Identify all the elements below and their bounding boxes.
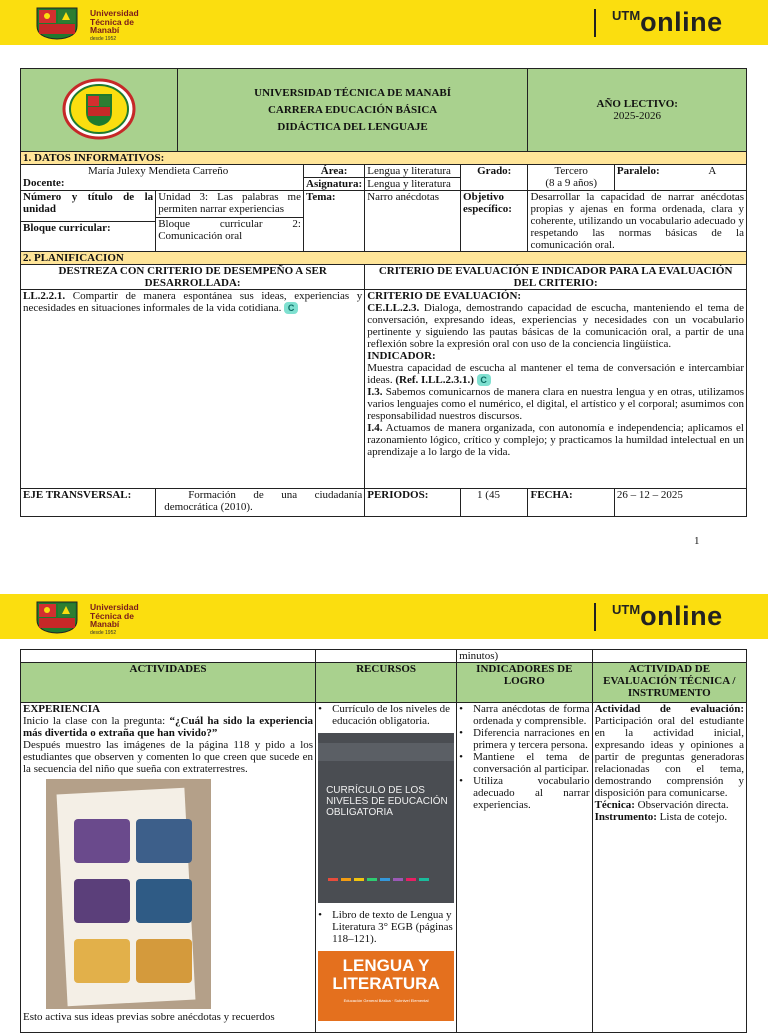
instrumento-value: Lista de cotejo. — [659, 811, 728, 823]
periodos-label: PERIODOS: — [365, 489, 461, 517]
bloque-value: Bloque curricular 2: Comunicación oral — [158, 218, 301, 242]
school-year-value: 2025-2026 — [613, 110, 662, 122]
recursos-cell — [316, 703, 457, 1033]
copy-chip-icon[interactable]: C — [477, 374, 491, 386]
i3-code: I.3. — [367, 386, 383, 399]
criterio-header: CRITERIO DE EVALUACIÓN E INDICADOR PARA LA EVALUACIÓN DEL CRITERIO: — [365, 265, 747, 290]
paralelo-label: Paralelo: — [616, 165, 660, 177]
docente-label: Docente: — [23, 177, 65, 189]
minutos-cell: minutos) — [457, 650, 593, 663]
area-value: Lengua y literatura — [365, 165, 461, 178]
bloque-label: Bloque curricular: — [21, 222, 156, 252]
continued-cell-2 — [316, 650, 457, 663]
grado-label: Grado: — [461, 165, 528, 191]
recursos-header: RECURSOS — [316, 663, 457, 703]
criterio-code: CE.LL.2.3. — [367, 302, 420, 314]
teacher-cell — [21, 165, 304, 191]
unidad-label: Número y título de la unidad — [21, 191, 156, 222]
comic-panel — [136, 879, 192, 923]
criterio-title: CRITERIO DE EVALUACIÓN: — [367, 290, 522, 302]
indicador-item: • Narra anécdotas de forma ordenada y comprensible. — [459, 703, 590, 727]
indicadores-header: INDICADORES DE LOGRO — [457, 663, 593, 703]
instrumento-label: Instrumento: — [594, 811, 657, 823]
paralelo-value: A — [708, 165, 717, 177]
periodos-value: 1 (45 — [461, 489, 528, 517]
actividades-cell — [21, 703, 316, 1033]
evaluacion-cell — [592, 703, 746, 1033]
i4-code: I.4. — [367, 422, 383, 435]
utm-online-logo: $^{UTM}$online — [612, 7, 723, 37]
comic-panel — [74, 879, 130, 923]
tecnica-label: Técnica: — [594, 799, 635, 811]
university-title: UNIVERSIDAD TÉCNICA DE MANABÍ — [254, 86, 452, 99]
indicador-title: INDICADOR: — [367, 350, 436, 362]
objetivo-value: Desarrollar la capacidad de narrar anécdotas propias y ajenas en forma ordenada, clara y coherente, utilizando un vocabulario adecuado y respetando las normas básicas de la comunicación oral. — [528, 191, 747, 252]
indicador-item: • Mantiene el tema de conversación al participar. — [459, 751, 590, 775]
subject-title: DIDÁCTICA DEL LENGUAJE — [277, 120, 428, 133]
criterio-text: Dialoga, demostrando capacidad de escucha, manteniendo el tema de conversación, expresando ideas, experiencias y necesidades con un vocabulario pertinente y siguiendo las pautas básicas de la comunicación oral, a partir de una reflexión sobre la expresión oral con uso de la conciencia lingüística. — [367, 302, 744, 350]
unidad-text: Unidad 3: Las palabras me permiten narrar experiencias — [158, 191, 301, 215]
section-planificacion-title: 2. PLANIFICACION — [21, 252, 747, 265]
bullet-icon: • — [318, 703, 322, 715]
indicadores-cell — [457, 703, 593, 1033]
grado-value-cell — [528, 165, 614, 191]
destreza-code: LL.2.2.1. — [23, 290, 66, 302]
destreza-header: DESTREZA CON CRITERIO DE DESEMPEÑO A SER DESARROLLADA: — [21, 265, 365, 290]
fecha-value: 26 – 12 – 2025 — [614, 489, 746, 517]
unidad-value — [156, 191, 304, 252]
paralelo-cell — [614, 165, 746, 191]
school-year-cell — [528, 69, 747, 152]
career-title: CARRERA EDUCACIÓN BÁSICA — [267, 103, 438, 116]
school-year-label: AÑO LECTIVO: — [596, 98, 678, 110]
actividades-header: ACTIVIDADES — [21, 663, 316, 703]
evaluacion-header: ACTIVIDAD DE EVALUACIÓN TÉCNICA / INSTRUMENTO — [592, 663, 746, 703]
experiencia-intro: Inicio la clase con la pregunta: — [23, 715, 166, 727]
utm-shield-logo-icon — [35, 6, 79, 40]
utm-seal-logo-icon — [62, 78, 136, 140]
grado-age: (8 a 9 años) — [545, 177, 597, 189]
eje-text: Formación de una ciudadanía democrática (2010). — [164, 489, 363, 513]
utm-online-logo: $^{UTM}$online — [612, 601, 723, 631]
grado-value: Tercero — [554, 165, 588, 177]
tema-label: Tema: — [304, 191, 365, 252]
university-name: Universidad Técnica de Manabí desde 1952 — [90, 8, 139, 42]
indicador-text: Muestra capacidad de escucha al mantener el tema de conversación e intercambiar ideas. — [367, 362, 744, 386]
experiencia-question: “¿Cuál ha sido la experiencia más divertida o extraña que han vivido?” — [23, 715, 314, 739]
curriculo-cover-title: CURRÍCULO DE LOS NIVELES DE EDUCACIÓN OBLIGATORIA — [326, 785, 448, 818]
banner-divider — [594, 603, 596, 631]
experiencia-text-2: Esto activa sus ideas previas sobre anécdotas y recuerdos — [23, 1011, 275, 1023]
eje-value — [156, 489, 365, 517]
bullet-icon: • — [318, 909, 322, 921]
experiencia-title: EXPERIENCIA — [23, 703, 101, 715]
tecnica-value: Observación directa. — [637, 799, 729, 811]
copy-chip-icon[interactable]: C — [284, 302, 298, 314]
objetivo-label: Objetivo específico: — [461, 191, 528, 252]
page-number: 1 — [694, 535, 700, 547]
destreza-text: Compartir de manera espontánea sus ideas, experiencias y necesidades en situaciones informales de la vida cotidiana. — [23, 290, 363, 314]
indicador-ref: (Ref. I.LL.2.3.1.) — [395, 374, 474, 386]
section-datos-title: 1. DATOS INFORMATIVOS: — [21, 152, 747, 165]
evaluacion-text: Participación oral del estudiante en la actividad inicial, expresando ideas y opiniones a partir de preguntas generadoras relacionadas con el tema, demostrando comprensión y disposición para comunicarse. — [594, 715, 744, 799]
lengua-book-cover — [318, 951, 454, 1021]
continued-cell-3 — [592, 650, 746, 663]
evaluacion-title: Actividad de evaluación: — [594, 703, 744, 715]
comic-panel — [136, 819, 192, 863]
lesson-plan-table — [20, 68, 747, 517]
banner-divider — [594, 9, 596, 37]
header-title-cell — [177, 69, 528, 152]
recurso-item: • Libro de texto de Lengua y Literatura 3° EGB (páginas 118–121). — [318, 909, 453, 945]
lengua-cover-title: LENGUA Y LITERATURA — [332, 956, 440, 993]
teacher-name: María Julexy Mendieta Carreño — [88, 165, 229, 177]
area-label: Área: — [304, 165, 365, 178]
lengua-cover-subtitle: Educación General Básica · Subnivel Elemental — [343, 998, 429, 1003]
header-logo-cell — [21, 69, 178, 152]
destreza-cell — [21, 290, 365, 489]
recurso-item: • Currículo de los niveles de educación obligatoria. — [318, 703, 450, 727]
fecha-label: FECHA: — [528, 489, 614, 517]
university-name: Universidad Técnica de Manabí desde 1952 — [90, 602, 139, 636]
i3-text: Sabemos comunicarnos de manera clara en nuestra lengua y en otras, utilizamos varios lenguajes como el numérico, el digital, el artístico y el corporal; asumimos con responsabilidad nuestros discursos. — [367, 386, 744, 423]
experiencia-text: Después muestro las imágenes de la página 118 y pido a los estudiantes que observen y comenten lo que creen que sucede en la secuencia del niño que sueña con extraterrestres. — [23, 739, 314, 775]
activities-table — [20, 649, 747, 1033]
curriculo-book-cover — [318, 733, 454, 903]
i4-text: Actuamos de manera organizada, con autonomía e independencia; aplicamos el razonamiento lógico, crítico y complejo; y practicamos la humildad intelectual en un aprendizaje a lo largo de la vida. — [367, 422, 744, 459]
criterio-cell — [365, 290, 747, 489]
eje-label: EJE TRANSVERSAL: — [21, 489, 156, 517]
tema-value: Narro anécdotas — [365, 191, 461, 252]
continued-cell-1 — [21, 650, 316, 663]
comic-panel — [74, 819, 130, 863]
utm-shield-logo-icon — [35, 600, 79, 634]
indicador-item: • Utiliza vocabulario adecuado al narrar experiencias. — [459, 775, 590, 811]
comic-panel — [136, 939, 192, 983]
top-banner — [0, 0, 768, 45]
comic-panel — [74, 939, 130, 983]
indicador-item: • Diferencia narraciones en primera y tercera persona. — [459, 727, 590, 751]
top-banner-page-2 — [0, 594, 768, 639]
asignatura-label: Asignatura: — [304, 178, 365, 191]
asignatura-value: Lengua y literatura — [365, 178, 461, 191]
textbook-page-photo — [46, 779, 211, 1009]
